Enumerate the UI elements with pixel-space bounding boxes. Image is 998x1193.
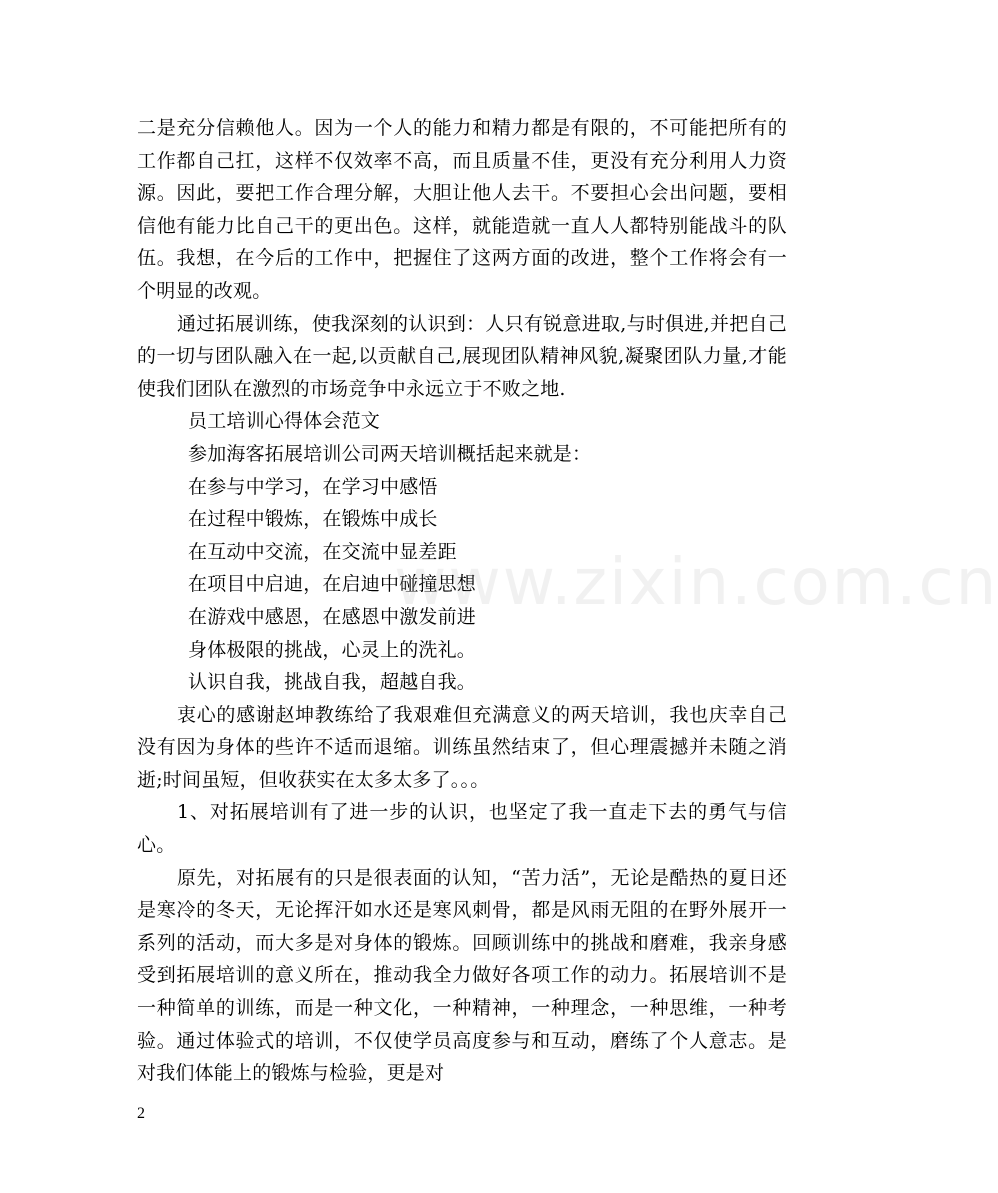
paragraph: 二是充分信赖他人。因为一个人的能力和精力都是有限的，不可能把所有的工作都自己扛，这样不仅效率不高，而且质量不佳，更没有充分利用人力资源。因此，要把工作合理分解，大胆让他人去干。不要担心会出问题，要相信他有能力比自己干的更出色。这样，就能造就一直人人都特别能战斗的队伍。我想，在今后的工作中，把握住了这两方面的改进，整个工作将会有一个明显的改观。 <box>137 117 787 302</box>
page-number: 2 <box>137 1105 145 1122</box>
paragraph: 1、对拓展培训有了进一步的认识，也坚定了我一直走下去的勇气与信心。 <box>137 801 787 857</box>
document-body <box>137 112 787 1090</box>
section-heading: 员工培训心得体会范文 <box>188 410 381 433</box>
list-item: 在过程中锻炼，在锻炼中成长 <box>188 508 438 531</box>
list-item: 身体极限的挑战，心灵上的洗礼。 <box>188 638 477 661</box>
paragraph: 衷心的感谢赵坤教练给了我艰难但充满意义的两天培训，我也庆幸自己没有因为身体的些许不适而退缩。训练虽然结束了，但心理震撼并未随之消逝;时间虽短，但收获实在太多太多了。。。 <box>137 703 787 791</box>
list-item: 在参与中学习，在学习中感悟 <box>188 475 438 498</box>
paragraph: 通过拓展训练，使我深刻的认识到：人只有锐意进取,与时俱进,并把自己的一切与团队融入在一起,以贡献自己,展现团队精神风貌,凝聚团队力量,才能使我们团队在激烈的市场竞争中永远立于不败之地. <box>137 312 787 400</box>
paragraph: 原先，对拓展有的只是很表面的认知，“苦力活”，无论是酷热的夏日还是寒冷的冬天，无论挥汗如水还是寒风刺骨，都是风雨无阻的在野外展开一系列的活动，而大多是对身体的锻炼。回顾训练中的挑战和磨难，我亲身感受到拓展培训的意义所在，推动我全力做好各项工作的动力。拓展培训不是一种简单的训练，而是一种文化，一种精神，一种理念，一种思维，一种考验。通过体验式的培训，不仅使学员高度参与和互动，磨练了个人意志。是对我们体能上的锻炼与检验，更是对 <box>137 866 787 1085</box>
list-item: 在游戏中感恩，在感恩中激发前进 <box>188 605 477 628</box>
list-item: 在项目中启迪，在启迪中碰撞思想 <box>188 573 477 596</box>
watermark: www.zixin.com.cn <box>394 546 998 620</box>
list-item: 认识自我，挑战自我，超越自我。 <box>188 671 477 694</box>
list-item: 在互动中交流，在交流中显差距 <box>188 540 457 563</box>
paragraph: 参加海客拓展培训公司两天培训概括起来就是： <box>188 442 592 465</box>
